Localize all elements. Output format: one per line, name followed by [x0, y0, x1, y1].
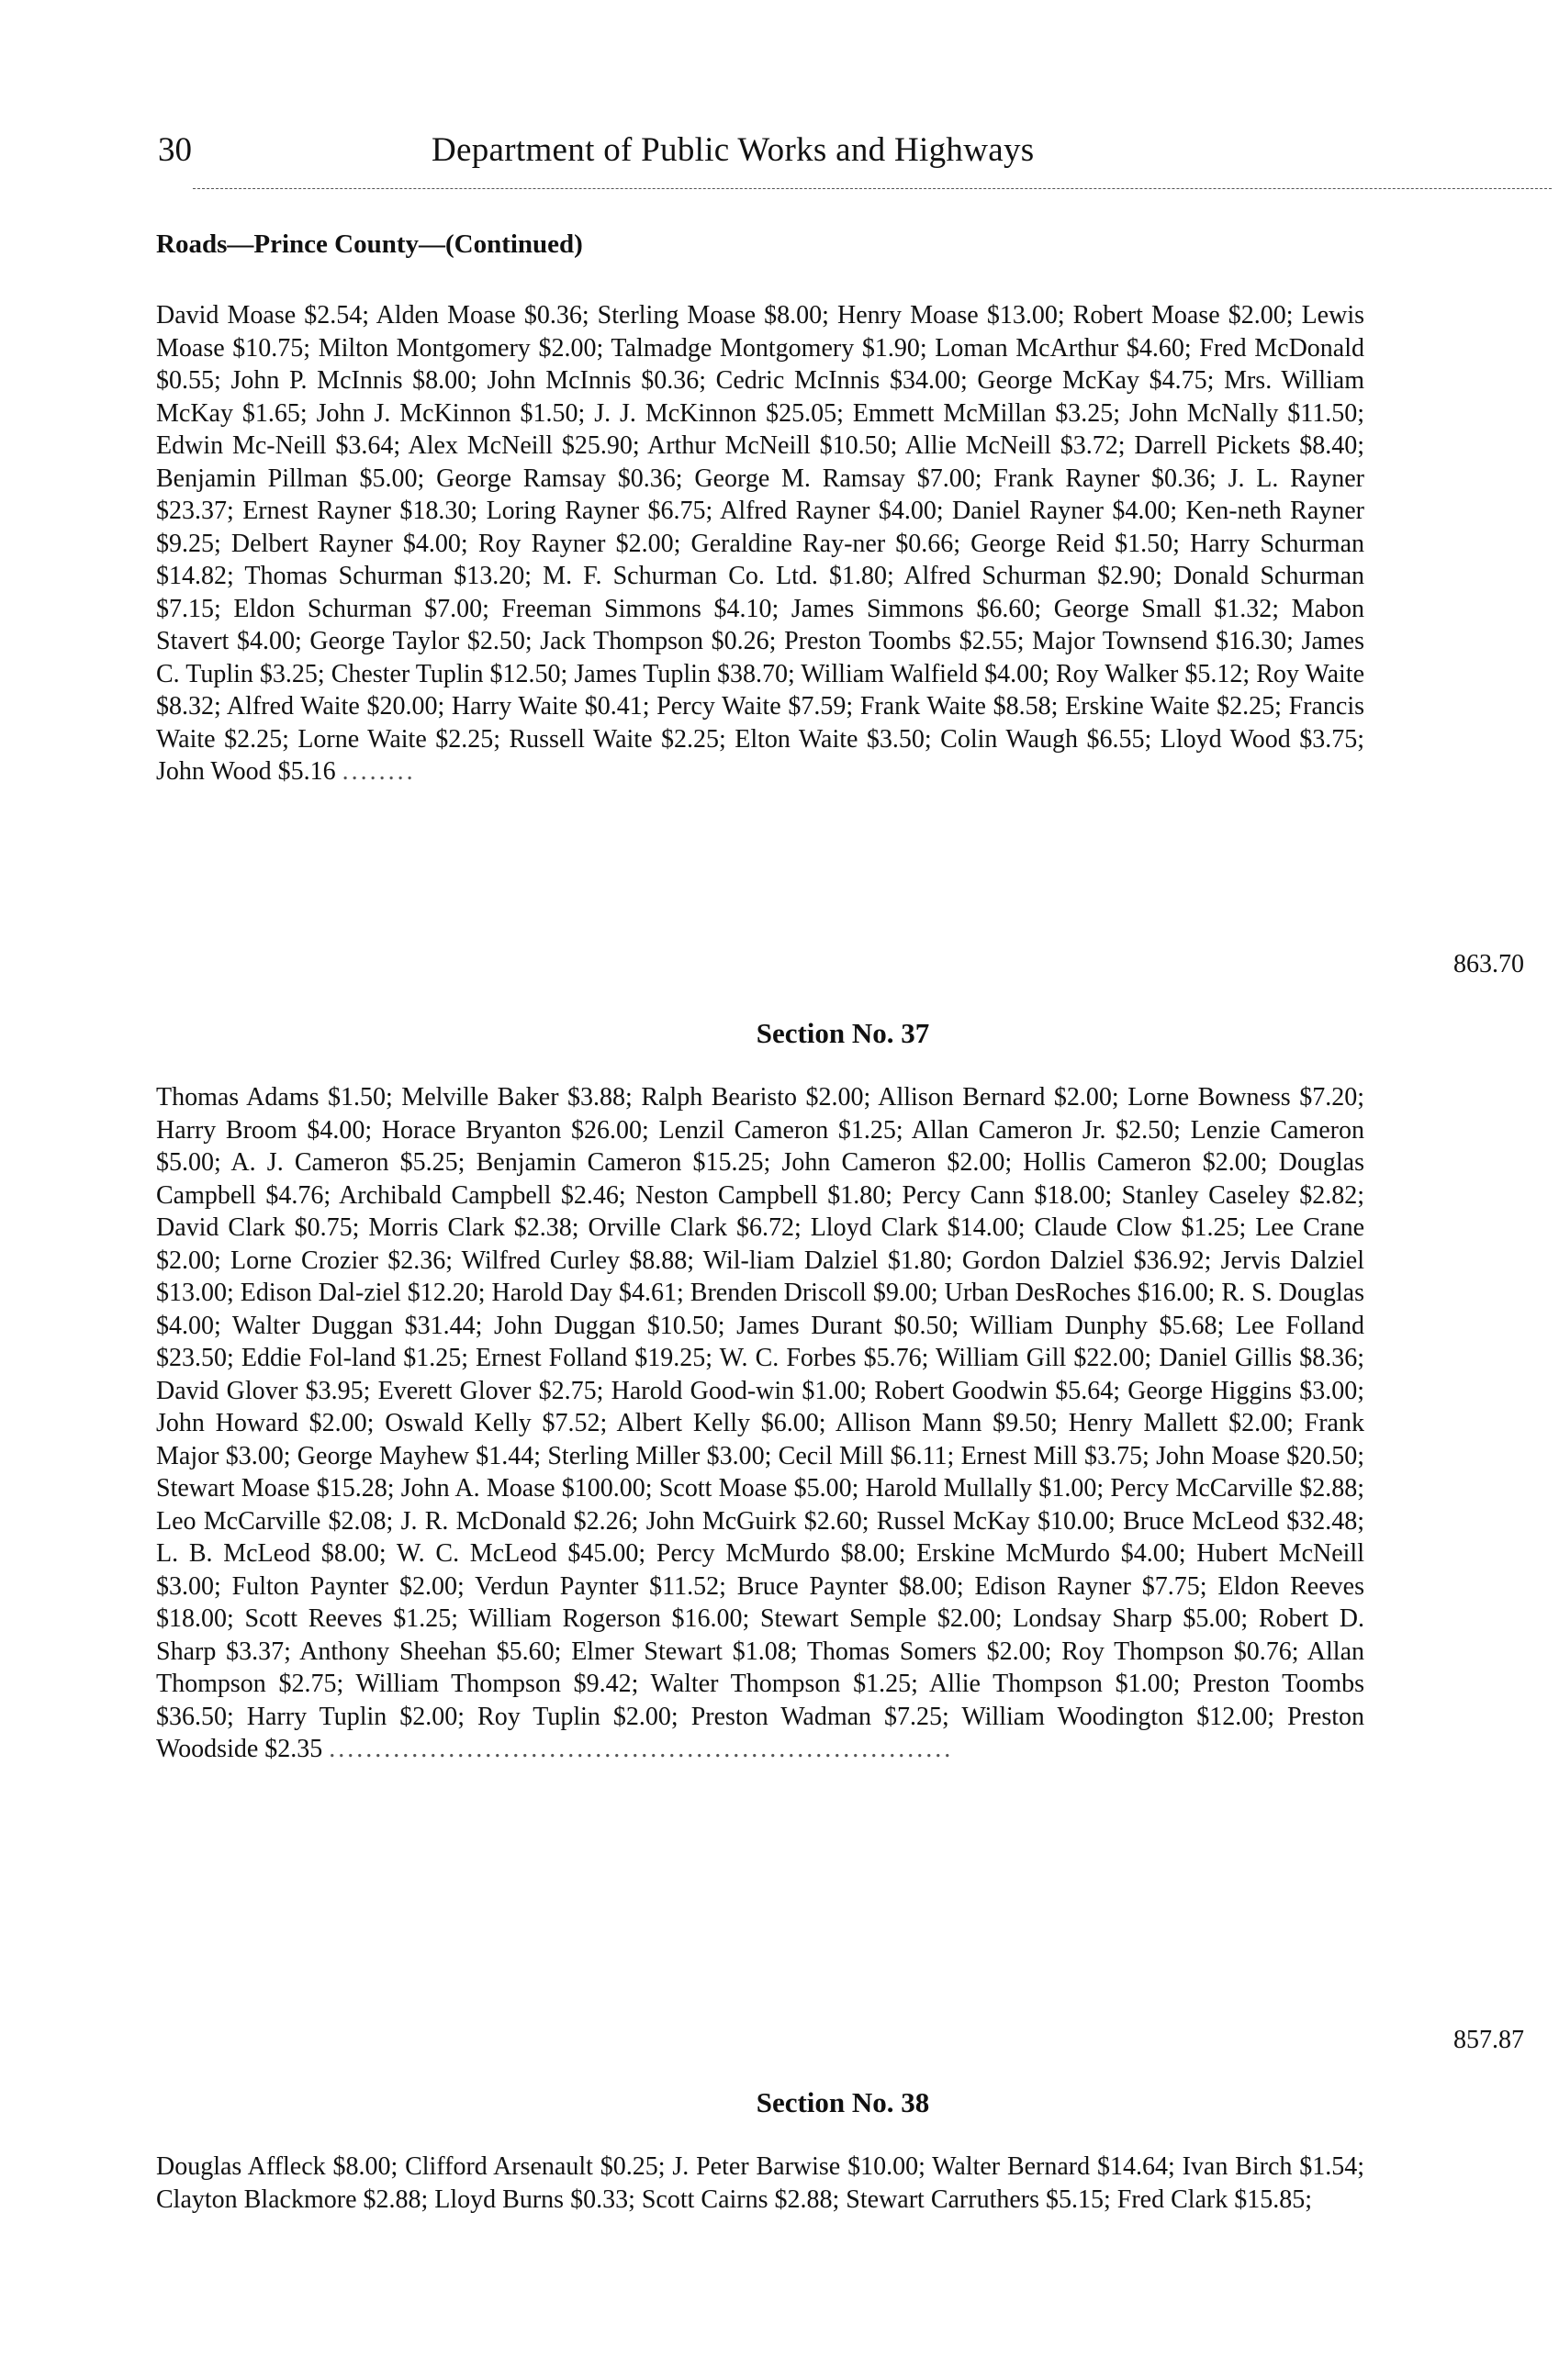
paragraph-section-38: [156, 2151, 1364, 2216]
section-total: 863.70: [1453, 950, 1524, 978]
page-number: 30: [158, 131, 192, 169]
continued-heading: Roads—Prince County—(Continued): [156, 229, 583, 259]
paragraph-prince-county: [156, 299, 1364, 788]
paragraph-text: David Moase $2.54; Alden Moase $0.36; Sterling Moase $8.00; Henry Moase $13.00; Robert Moase $2.00; Lewis Moase $10.75; Milton Montgomery $2.00; Talmadge Montgomery $1.90; Loman McArthur $4.60; Fred McDonald $0.55; John P. McInnis $8.00; John McInnis $0.36; Cedric McInnis $34.00; George McKay $4.75; Mrs. William McKay $1.65; John J. McKinnon $1.50; J. J. McKinnon $25.05; Emmett McMillan $3.25; John McNally $11.50; Edwin Mc-Neill $3.64; Alex McNeill $25.90; Arthur McNeill $10.50; Allie McNeill $3.72; Darrell Pickets $8.40; Benjamin Pillman $5.00; George Ramsay $0.36; George M. Ramsay $7.00; Frank Rayner $0.36; J. L. Rayner $23.37; Ernest Rayner $18.30; Loring Rayner $6.75; Alfred Rayner $4.00; Daniel Rayner $4.00; Ken-neth Rayner $9.25; Delbert Rayner $4.00; Roy Rayner $2.00; Geraldine Ray-ner $0.66; George Reid $1.50; Harry Schurman $14.82; Thomas Schurman $13.20; M. F. Schurman Co. Ltd. $1.80; Alfred Schurman $2.90; Donald Schurman $7.15; Eldon Schurman $7.00; Freeman Simmons $4.10; James Simmons $6.60; George Small $1.32; Mabon Stavert $4.00; George Taylor $2.50; Jack Thompson $0.26; Preston Toombs $2.55; Major Townsend $16.30; James C. Tuplin $3.25; Chester Tuplin $12.50; James Tuplin $38.70; William Walfield $4.00; Roy Walker $5.12; Roy Waite $8.32; Alfred Waite $20.00; Harry Waite $0.41; Percy Waite $7.59; Frank Waite $8.58; Erskine Waite $2.25; Francis Waite $2.25; Lorne Waite $2.25; Russell Waite $2.25; Elton Waite $3.50; Colin Waugh $6.55; Lloyd Wood $3.75; John Wood $5.16: [156, 301, 1364, 786]
running-title: Department of Public Works and Highways: [432, 131, 1035, 169]
section-total: 857.87: [1453, 2026, 1524, 2054]
paragraph-text: Thomas Adams $1.50; Melville Baker $3.88; Ralph Bearisto $2.00; Allison Bernard $2.00; Lorne Bowness $7.20; Harry Broom $4.00; Horace Bryanton $26.00; Lenzil Cameron $1.25; Allan Cameron Jr. $2.50; Lenzie Cameron $5.00; A. J. Cameron $5.25; Benjamin Cameron $15.25; John Cameron $2.00; Hollis Cameron $2.00; Douglas Campbell $4.76; Archibald Campbell $2.46; Neston Campbell $1.80; Percy Cann $18.00; Stanley Caseley $2.82; David Clark $0.75; Morris Clark $2.38; Orville Clark $6.72; Lloyd Clark $14.00; Claude Clow $1.25; Lee Crane $2.00; Lorne Crozier $2.36; Wilfred Curley $8.88; Wil-liam Dalziel $1.80; Gordon Dalziel $36.92; Jervis Dalziel $13.00; Edison Dal-ziel $12.20; Harold Day $4.61; Brenden Driscoll $9.00; Urban DesRoches $16.00; R. S. Douglas $4.00; Walter Duggan $31.44; John Duggan $10.50; James Durant $0.50; William Dunphy $5.68; Lee Folland $23.50; Eddie Fol-land $1.25; Ernest Folland $19.25; W. C. Forbes $5.76; William Gill $22.00; Daniel Gillis $8.36; David Glover $3.95; Everett Glover $2.75; Harold Good-win $1.00; Robert Goodwin $5.64; George Higgins $3.00; John Howard $2.00; Oswald Kelly $7.52; Albert Kelly $6.00; Allison Mann $9.50; Henry Mallett $2.00; Frank Major $3.00; George Mayhew $1.44; Sterling Miller $3.00; Cecil Mill $6.11; Ernest Mill $3.75; John Moase $20.50; Stewart Moase $15.28; John A. Moase $100.00; Scott Moase $5.00; Harold Mullally $1.00; Percy McCarville $2.88; Leo McCarville $2.08; J. R. McDonald $2.26; John McGuirk $2.60; Russel McKay $10.00; Bruce McLeod $32.48; L. B. McLeod $8.00; W. C. McLeod $45.00; Percy McMurdo $8.00; Erskine McMurdo $4.00; Hubert McNeill $3.00; Fulton Paynter $2.00; Verdun Paynter $11.52; Bruce Paynter $8.00; Edison Rayner $7.75; Eldon Reeves $18.00; Scott Reeves $1.25; William Rogerson $16.00; Stewart Semple $2.00; Londsay Sharp $5.00; Robert D. Sharp $3.37; Anthony Sheehan $5.60; Elmer Stewart $1.08; Thomas Somers $2.00; Roy Thompson $0.76; Allan Thompson $2.75; William Thompson $9.42; Walter Thompson $1.25; Allie Thompson $1.00; Preston Toombs $36.50; Harry Tuplin $2.00; Roy Tuplin $2.00; Preston Wadman $7.25; William Woodington $12.00; Preston Woodside $2.35: [156, 1083, 1364, 1763]
section-heading-37: Section No. 37: [756, 1017, 930, 1049]
header-rule: [193, 188, 1552, 189]
paragraph-text: Douglas Affleck $8.00; Clifford Arsenault $0.25; J. Peter Barwise $10.00; Walter Bernard $14.64; Ivan Birch $1.54; Clayton Blackmore $2.88; Lloyd Burns $0.33; Scott Cairns $2.88; Stewart Carruthers $5.15; Fred Clark $15.85;: [156, 2152, 1364, 2214]
dot-leader: ........: [342, 757, 416, 786]
section-heading-38: Section No. 38: [756, 2086, 930, 2118]
page-header: [156, 130, 1265, 185]
paragraph-section-37: [156, 1081, 1364, 1766]
dot-leader: ....................................................................: [329, 1735, 954, 1763]
